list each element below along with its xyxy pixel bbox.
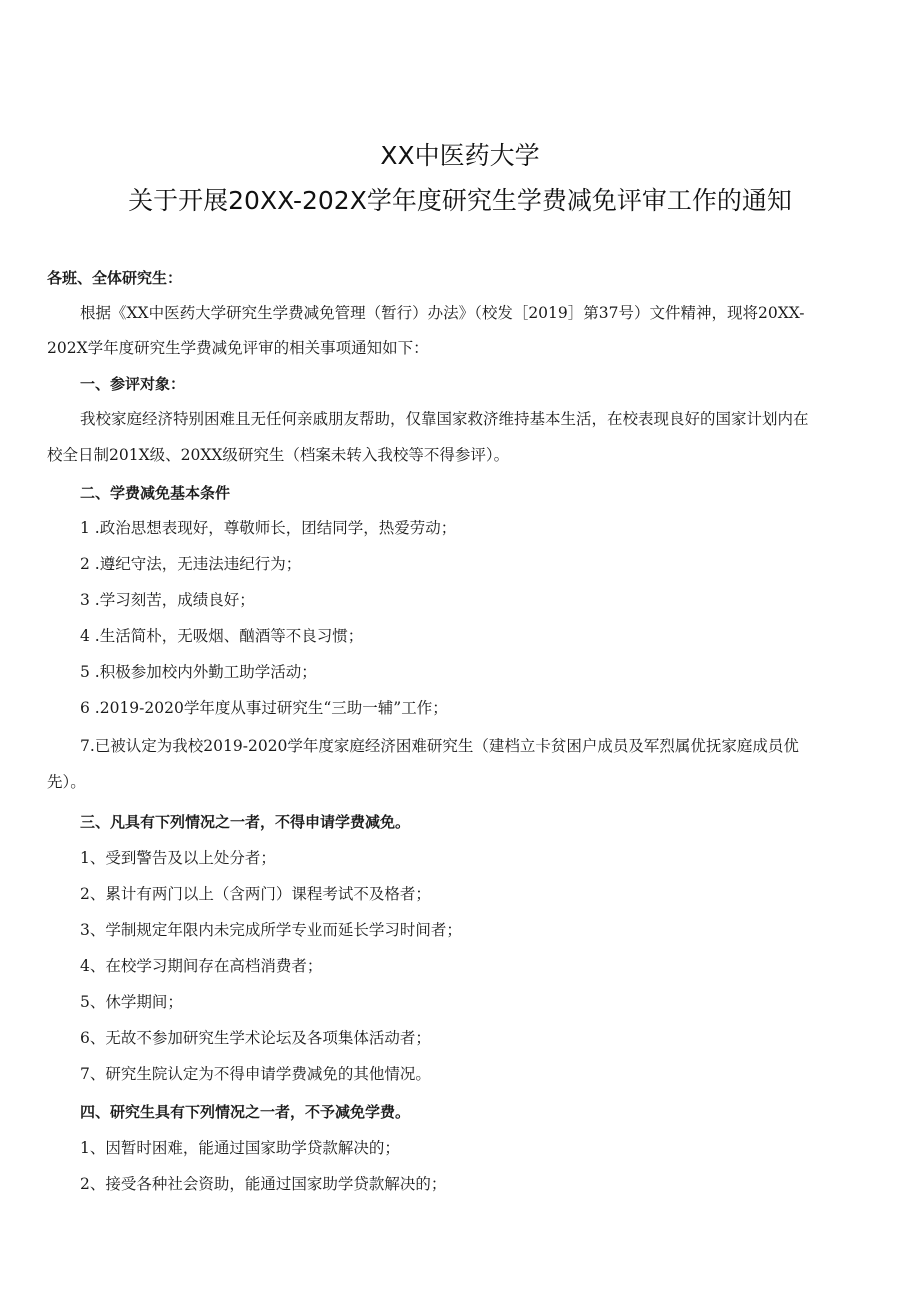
section4-heading: 四、研究生具有下列情况之一者，不予减免学费。: [80, 1103, 411, 1121]
section1-line2: 校全日制201X级、20XX级研究生（档案未转入我校等不得参评）。: [47, 446, 510, 464]
section1-heading: 一、参评对象：: [80, 375, 186, 393]
document-title-line1: XX中医药大学: [380, 141, 540, 170]
list-item: 1、因暂时困难，能通过国家助学贷款解决的；: [80, 1139, 400, 1157]
list-item: 2 .遵纪守法，无违法违纪行为；: [80, 555, 302, 573]
section1-line1: 我校家庭经济特别困难且无任何亲戚朋友帮助，仅靠国家救济维持基本生活，在校表现良好的国家计划内在: [80, 410, 809, 428]
list-item: 5 .积极参加校内外勤工助学活动；: [80, 663, 317, 681]
list-item: 3、学制规定年限内未完成所学专业而延长学习时间者；: [80, 921, 462, 939]
document-title-line2: 关于开展20XX-202X学年度研究生学费减免评审工作的通知: [128, 186, 792, 215]
list-item: 2、接受各种社会资助，能通过国家助学贷款解决的；: [80, 1175, 447, 1193]
list-item: 4、在校学习期间存在高档消费者；: [80, 957, 323, 975]
intro-line2: 202X学年度研究生学费减免评审的相关事项通知如下：: [47, 339, 429, 357]
list-item: 6 .2019-2020学年度从事过研究生“三助一辅”工作；: [80, 699, 448, 717]
intro-line1: 根据《XX中医药大学研究生学费减免管理（暂行）办法》（校发［2019］第37号）文件精神，现将20XX-: [80, 304, 805, 322]
list-item-7-line1: 7.已被认定为我校2019-2020学年度家庭经济困难研究生（建档立卡贫困户成员及军烈属优抚家庭成员优: [80, 737, 799, 755]
list-item: 1 .政治思想表现好，尊敬师长，团结同学，热爱劳动；: [80, 519, 457, 537]
list-item: 3 .学习刻苦，成绩良好；: [80, 591, 255, 609]
list-item: 7、研究生院认定为不得申请学费减免的其他情况。: [80, 1065, 431, 1083]
list-item: 5、休学期间；: [80, 993, 183, 1011]
list-item: 1、受到警告及以上处分者；: [80, 849, 276, 867]
section3-heading: 三、凡具有下列情况之一者，不得申请学费减免。: [80, 813, 411, 831]
section2-heading: 二、学费减免基本条件: [80, 484, 231, 502]
list-item: 4 .生活简朴，无吸烟、酗酒等不良习惯；: [80, 627, 364, 645]
list-item: 2、累计有两门以上（含两门）课程考试不及格者；: [80, 885, 431, 903]
list-item-7-line2: 先）。: [47, 773, 86, 791]
list-item: 6、无故不参加研究生学术论坛及各项集体活动者；: [80, 1029, 431, 1047]
salutation: 各班、全体研究生：: [47, 269, 183, 287]
